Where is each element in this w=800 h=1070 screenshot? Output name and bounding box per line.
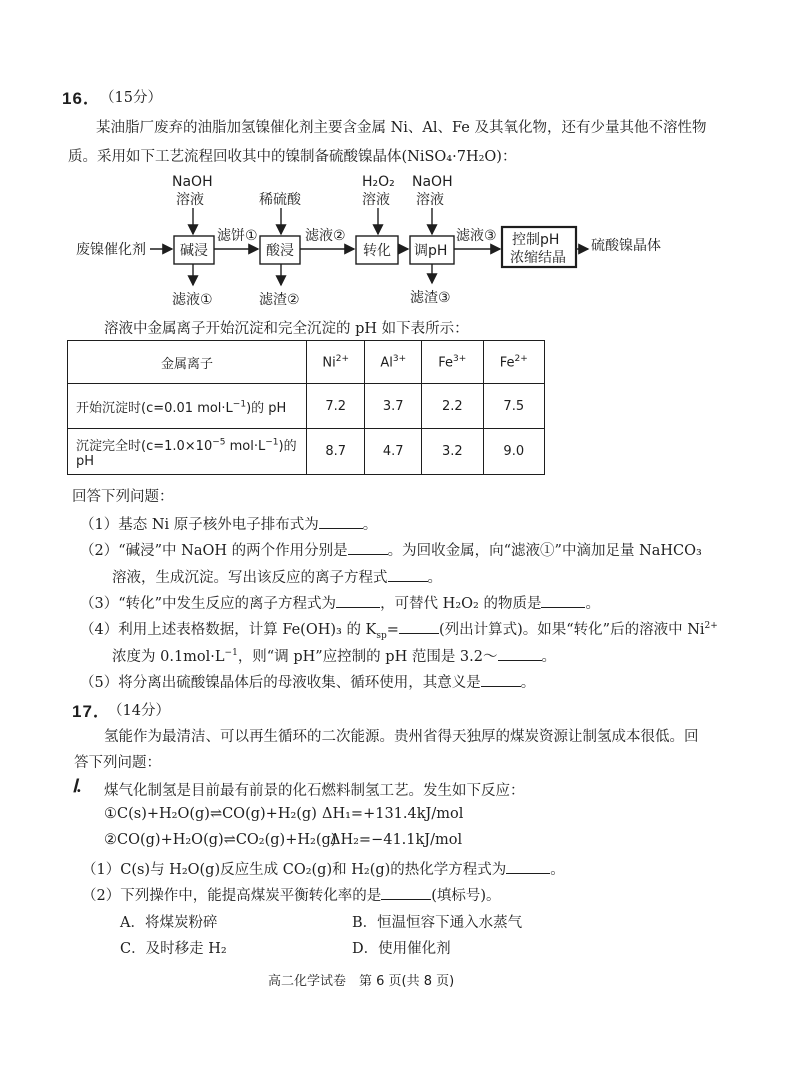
option-a: A．将煤炭粉碎 (120, 915, 218, 931)
answer-prompt: 回答下列问题： (72, 489, 174, 505)
table-cell: 4.7 (365, 429, 422, 475)
input-dilute-sulfuric-acid: 稀硫酸 (259, 192, 301, 208)
table-header-metal-ions: 金属离子 (68, 341, 307, 384)
step-concentrate-crystallize-label: 浓缩结晶 (510, 250, 566, 266)
table-cell: 8.7 (307, 429, 365, 475)
option-b: B．恒温恒容下通入水蒸气 (352, 915, 523, 931)
q17-sub-2: （2）下列操作中，能提高煤炭平衡转化率的是 (填标号)。 (82, 888, 501, 904)
output-filtrate-1: 滤液① (172, 292, 213, 308)
page-footer: 高二化学试卷 第 6 页(共 8 页) (268, 974, 455, 989)
input-naoh-2-solution: 溶液 (416, 192, 444, 208)
answer-blank[interactable] (541, 595, 585, 608)
part-i-label: Ⅰ. (72, 776, 82, 796)
question-16-intro-line2: 质。采用如下工艺流程回收其中的镍制备硫酸镍晶体(NiSO₄·7H₂O)： (68, 149, 517, 165)
ph-table (67, 340, 545, 475)
product-nickel-sulfate-crystal: 硫酸镍晶体 (591, 238, 661, 254)
table-intro: 溶液中金属离子开始沉淀和完全沉淀的 pH 如下表所示： (104, 321, 469, 337)
input-h2o2-formula: H₂O₂ (362, 174, 395, 190)
start-waste-catalyst: 废镍催化剂 (76, 242, 146, 258)
q16-sub-5: （5）将分离出硫酸镍晶体后的母液收集、循环使用，其意义是 。 (80, 675, 536, 691)
mid-filtrate-2: 滤液② (305, 228, 346, 244)
option-c: C．及时移走 H₂ (120, 941, 227, 957)
option-d: D．使用催化剂 (352, 941, 451, 957)
q16-sub-2-cont: 溶液，生成沉淀。写出该反应的离子方程式 。 (112, 570, 442, 586)
table-row-start-precipitation (68, 384, 545, 429)
answer-blank[interactable] (399, 621, 439, 634)
step-acid-leach-label: 酸浸 (266, 243, 294, 259)
table-cell: 9.0 (483, 429, 544, 475)
step-conversion-label: 转化 (363, 243, 391, 259)
step-alkali-leach-label: 碱浸 (180, 243, 208, 259)
answer-blank[interactable] (506, 861, 550, 874)
q17-sub-1: （1）C(s)与 H₂O(g)反应生成 CO₂(g)和 H₂(g)的热化学方程式为 。 (82, 862, 565, 878)
answer-blank[interactable] (348, 542, 388, 555)
part-i-text: 煤气化制氢是目前最有前景的化石燃料制氢工艺。发生如下反应： (104, 783, 525, 799)
table-cell: 3.7 (365, 384, 422, 429)
mid-filter-cake-1: 滤饼① (217, 228, 258, 244)
table-row-complete-precipitation (68, 429, 545, 475)
mid-filtrate-3: 滤液③ (456, 228, 497, 244)
row-label-start-precipitation: 开始沉淀时(c=0.01 $mol\cdot L^{-1}$)的 pH (68, 384, 307, 429)
question-16-intro-line1: 某油脂厂废弃的油脂加氢镍催化剂主要含金属 Ni、Al、Fe 及其氧化物，还有少量其他不溶性物 (96, 120, 707, 136)
ion-fe3: $Fe^{3+}$ (422, 341, 483, 384)
q16-sub-1: （1）基态 Ni 原子核外电子排布式为 。 (80, 517, 378, 533)
process-flow-diagram (0, 0, 800, 320)
answer-blank[interactable] (388, 569, 428, 582)
reaction-2-enthalpy: ΔH₂=−41.1kJ/mol (330, 832, 463, 848)
input-h2o2-solution: 溶液 (362, 192, 390, 208)
answer-blank[interactable] (381, 887, 431, 900)
table-cell: 7.5 (483, 384, 544, 429)
question-17-intro-line1: 氢能作为最清洁、可以再生循环的二次能源。贵州省得天独厚的煤炭资源让制氢成本很低。回 (104, 729, 699, 745)
reaction-2: ②CO(g)+H₂O(g)⇌CO₂(g)+H₂(g) (104, 832, 337, 848)
ion-fe2: $Fe^{2+}$ (483, 341, 544, 384)
q16-sub-4: （4）利用上述表格数据，计算 Fe(OH)₃ 的 $K_{sp}=$ (列出计算式)。如果“转化”后的溶液中 $Ni^{2+}$ (80, 621, 718, 641)
row-label-complete-precipitation: 沉淀完全时($c=1.0\times 10^{-5}$ $mol\cdot L^{-1}$)的 pH (68, 429, 307, 475)
q16-sub-3: （3）“转化”中发生反应的离子方程式为 ，可替代 H₂O₂ 的物质是 。 (80, 596, 600, 612)
q16-sub-4-cont: 浓度为 $0.1mol\cdot L^{-1}$，则“调 pH”应控制的 pH 范围是 3.2～ 。 (112, 648, 556, 665)
table-cell: 2.2 (422, 384, 483, 429)
question-17-score: （14分） (108, 703, 170, 719)
step-adjust-ph-label: 调pH (414, 243, 448, 259)
answer-blank[interactable] (319, 516, 363, 529)
table-cell: 7.2 (307, 384, 365, 429)
ion-al3: $Al^{3+}$ (365, 341, 422, 384)
question-17-intro-line2: 答下列问题： (74, 755, 161, 771)
question-17-number: 17． (72, 702, 111, 721)
answer-blank[interactable] (481, 674, 521, 687)
table-header-row (68, 341, 545, 384)
input-naoh-1-formula: NaOH (172, 174, 213, 190)
question-16-number: 16． (62, 89, 101, 108)
answer-blank[interactable] (336, 595, 380, 608)
ion-ni2: $Ni^{2+}$ (307, 341, 365, 384)
q16-sub-2: （2）“碱浸”中 NaOH 的两个作用分别是 。为回收金属，向“滤液①”中滴加足量 NaHCO₃ (80, 543, 702, 559)
output-filter-residue-2: 滤渣② (259, 292, 300, 308)
step-control-ph-label: 控制pH (512, 232, 560, 248)
input-naoh-2-formula: NaOH (412, 174, 453, 190)
reaction-1: ①C(s)+H₂O(g)⇌CO(g)+H₂(g) (104, 806, 317, 822)
answer-blank[interactable] (498, 648, 542, 661)
table-cell: 3.2 (422, 429, 483, 475)
output-filter-residue-3: 滤渣③ (410, 290, 451, 306)
question-16-score: （15分） (100, 90, 162, 106)
reaction-1-enthalpy: ΔH₁=+131.4kJ/mol (322, 806, 464, 822)
input-naoh-1-solution: 溶液 (176, 192, 204, 208)
